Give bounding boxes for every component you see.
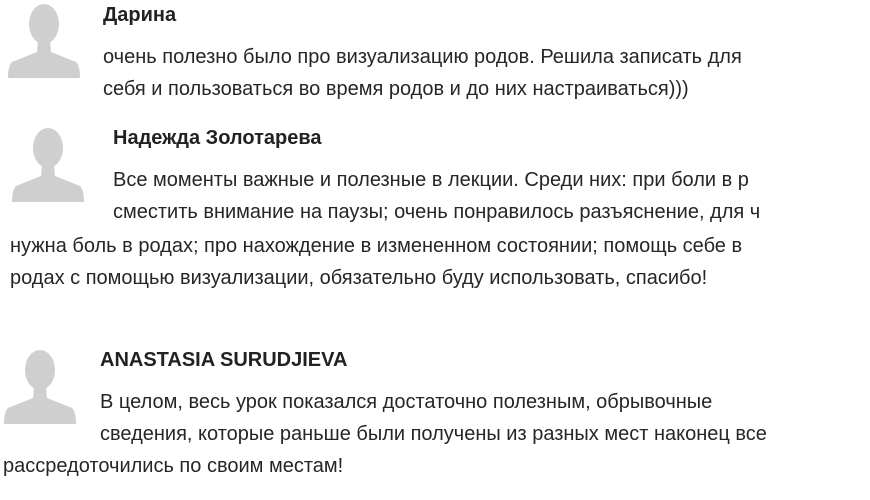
user-silhouette-icon <box>12 126 84 202</box>
review-text <box>113 164 760 228</box>
avatar <box>4 348 76 424</box>
user-silhouette-icon <box>4 348 76 424</box>
review-text-line: Все моменты важные и полезные в лекции. Среди них: при боли в р <box>113 169 749 191</box>
review-text-line: родах с помощью визуализации, обязательно буду использовать, спасибо! <box>10 267 708 289</box>
review-text-line: себя и пользоваться во время родов и до них настраиваться))) <box>103 78 689 100</box>
review-author: ANASTASIA SURUDJIEVA <box>100 349 348 371</box>
review-author: Дарина <box>103 4 177 26</box>
review-text <box>103 41 742 105</box>
review-text <box>100 386 767 450</box>
review-text-continued <box>3 450 343 482</box>
review-text-continued <box>10 230 742 294</box>
user-silhouette-icon <box>8 2 80 78</box>
review-text-line: очень полезно было про визуализацию родов. Решила записать для <box>103 46 742 68</box>
review-author: Надежда Золотарева <box>113 127 322 149</box>
avatar <box>8 2 80 78</box>
review-text-line: В целом, весь урок показался достаточно полезным, обрывочные <box>100 391 713 413</box>
review-text-line: нужна боль в родах; про нахождение в измененном состоянии; помощь себе в <box>10 235 743 257</box>
review-text-line: сведения, которые раньше были получены из разных мест наконец все <box>100 423 767 445</box>
review-text-line: рассредоточились по своим местам! <box>3 455 344 477</box>
review-text-line: сместить внимание на паузы; очень понравилось разъяснение, для ч <box>113 201 761 223</box>
avatar <box>12 126 84 202</box>
